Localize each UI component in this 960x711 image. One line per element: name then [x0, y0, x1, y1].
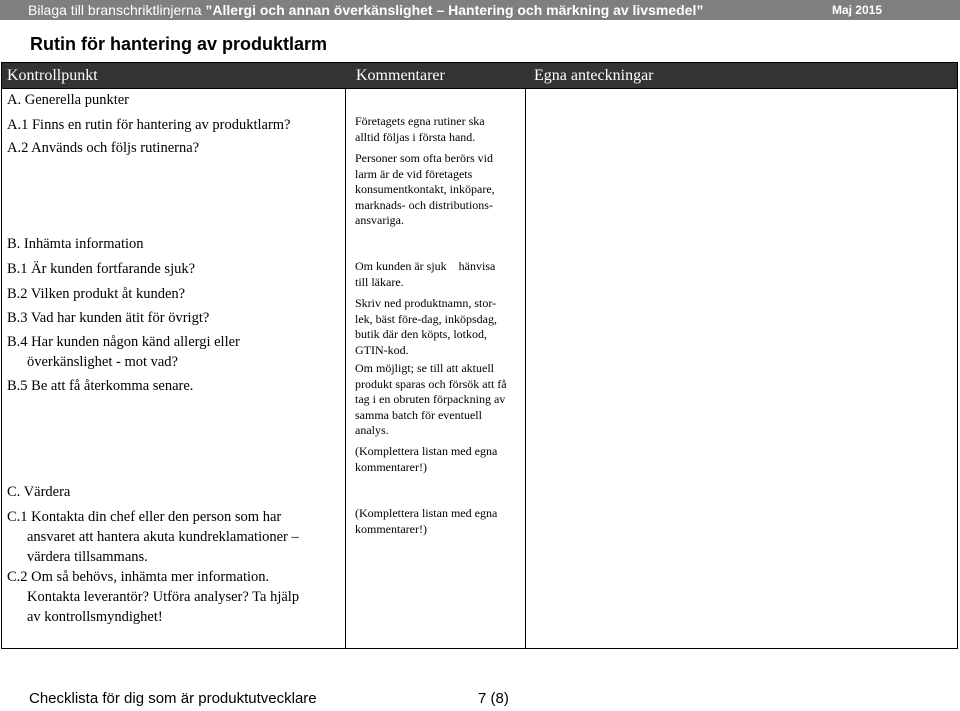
- comment-line: Företagets egna rutiner ska: [355, 114, 485, 128]
- comment-line: produkt sparas och försök att få: [355, 376, 507, 391]
- column-header-kommentarer: Kommentarer: [356, 67, 445, 84]
- comment-b-2: [355, 296, 497, 358]
- comment-line: lek, bäst före-dag, inköpsdag,: [355, 311, 497, 326]
- header-text: [28, 0, 703, 20]
- comment-line: (Komplettera listan med egna: [355, 444, 498, 458]
- comment-line: larm är de vid företagets: [355, 166, 473, 181]
- header-prefix: Bilaga till branschriktlinjerna: [28, 2, 206, 18]
- comment-line: kommentarer!): [355, 459, 427, 474]
- checkpoint-line: C.1 Kontakta din chef eller den person som har: [7, 509, 282, 525]
- column-header-kontrollpunkt: Kontrollpunkt: [7, 67, 98, 84]
- comment-line: konsumentkontakt, inköpare,: [355, 182, 495, 196]
- header-guideline-title: ”Allergi och annan överkänslighet – Hantering och märkning av livsmedel”: [205, 2, 704, 18]
- checkpoint-line: C.2 Om så behövs, inhämta mer information.: [7, 569, 270, 585]
- comment-line: samma batch för eventuell: [355, 407, 482, 422]
- comment-line: Om möjligt; se till att aktuell: [355, 361, 494, 375]
- checkpoint-line: av kontrollsmyndighet!: [27, 609, 163, 625]
- comment-a-1: [355, 114, 485, 145]
- section-heading-b: B. Inhämta information: [7, 236, 144, 252]
- comment-line: tag i en obruten förpackning av: [355, 392, 506, 406]
- comment-c-1: [355, 506, 497, 537]
- checkpoint-c1: [7, 508, 299, 566]
- checkpoint-line: B.4 Har kunden någon känd allergi eller: [7, 334, 240, 350]
- checkpoint-c2: [7, 568, 299, 626]
- header-divider: [2, 88, 957, 89]
- column-divider-2: [525, 88, 526, 648]
- section-heading-a: A. Generella punkter: [7, 92, 129, 108]
- checkpoint-b5: B.5 Be att få återkomma senare.: [7, 378, 194, 394]
- table-header-row: [2, 63, 957, 88]
- checkpoint-a1: A.1 Finns en rutin för hantering av produktlarm?: [7, 117, 291, 133]
- comment-line: (Komplettera listan med egna: [355, 506, 498, 520]
- page-number: 7 (8): [478, 690, 509, 707]
- footer-text: Checklista för dig som är produktutvecklare: [29, 690, 317, 707]
- comment-line: marknads- och distributions-: [355, 197, 493, 212]
- column-divider-1: [345, 88, 346, 648]
- checkpoint-line: värdera tillsammans.: [27, 549, 148, 565]
- comment-line: Om kunden är sjuk hänvisa: [355, 259, 496, 273]
- checkpoint-line: överkänslighet - mot vad?: [27, 354, 178, 370]
- column-header-egna-anteckningar: Egna anteckningar: [534, 67, 654, 84]
- comment-b-3: [355, 361, 507, 439]
- comment-line: analys.: [355, 423, 389, 437]
- section-heading-c: C. Värdera: [7, 484, 71, 500]
- comment-line: alltid följas i första hand.: [355, 129, 476, 144]
- checkpoint-line: Kontakta leverantör? Utföra analyser? Ta hjälp: [27, 589, 300, 605]
- comment-line: ansvariga.: [355, 213, 404, 227]
- header-date: Maj 2015: [831, 3, 882, 17]
- comment-line: butik där den köpts, lotkod,: [355, 327, 487, 341]
- checkpoint-b1: B.1 Är kunden fortfarande sjuk?: [7, 261, 196, 277]
- page-title: Rutin för hantering av produktlarm: [30, 34, 328, 54]
- comment-line: Skriv ned produktnamn, stor-: [355, 296, 497, 310]
- comment-line: till läkare.: [355, 274, 404, 289]
- comment-line: GTIN-kod.: [355, 342, 409, 357]
- comment-line: kommentarer!): [355, 521, 427, 536]
- checkpoint-b3: B.3 Vad har kunden ätit för övrigt?: [7, 310, 210, 326]
- checkpoint-line: ansvaret att hantera akuta kundreklamationer –: [27, 529, 299, 545]
- checkpoint-a2: A.2 Används och följs rutinerna?: [7, 140, 200, 156]
- comment-b-1: [355, 259, 495, 290]
- comment-b-4: [355, 444, 497, 475]
- comment-line: Personer som ofta berörs vid: [355, 151, 493, 165]
- checkpoint-b4: [7, 333, 240, 371]
- comment-a-2: [355, 151, 495, 229]
- checkpoint-b2: B.2 Vilken produkt åt kunden?: [7, 286, 186, 302]
- document-header-band: [0, 0, 960, 20]
